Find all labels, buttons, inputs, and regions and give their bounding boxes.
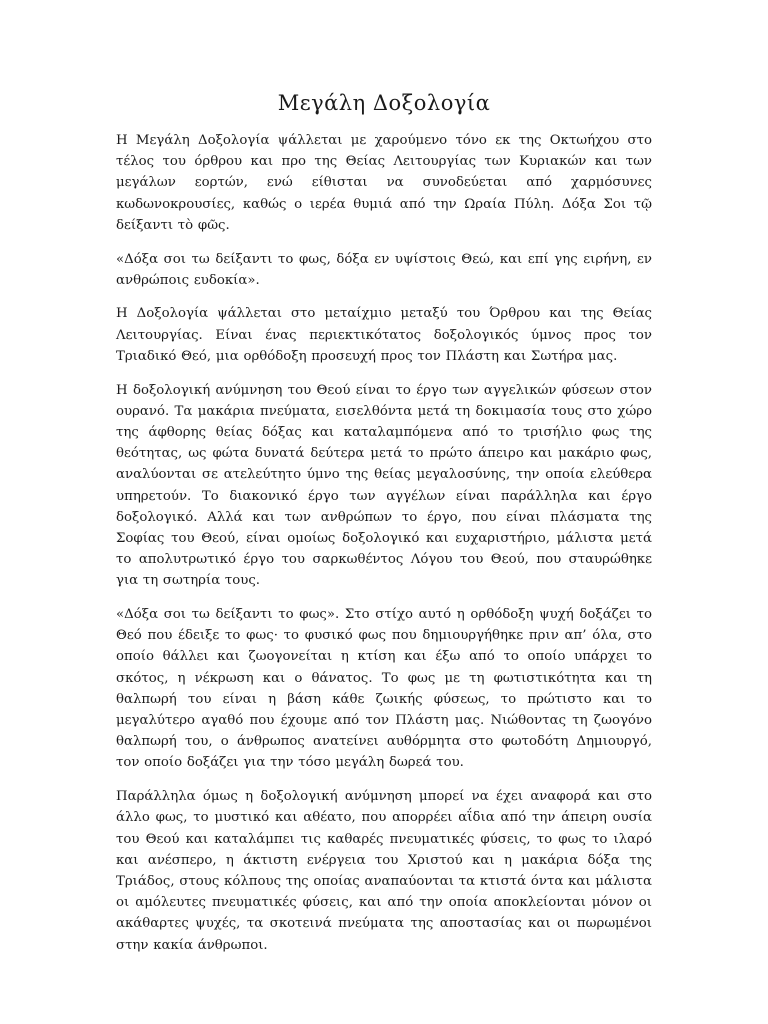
paragraph-intro: Η Μεγάλη Δοξολογία ψάλλεται με χαρούμενο τόνο εκ της Οκτωήχου στο τέλος του όρθρου και προ της Θείας Λειτουργίας των Κυριακών και των μεγάλων εορτών, ενώ είθισται να συνοδεύεται από χαρμόσυνες κωδωνοκρουσίες, καθώς ο ιερέα θυμιά από την Ωραία Πύλη. Δόξα Σοι τῷ δείξαντι τὸ φῶς. bbox=[116, 133, 652, 233]
paragraph-angelic-praise: Η δοξολογική ανύμνηση του Θεού είναι το έργο των αγγελικών φύσεων στον ουρανό. Τα μακάρια πνεύματα, εισελθόντα μετά τη δοκιμασία τους στο χώρο της άφθορης θείας δόξας και καταλαμπόμενα από το τρισήλιο φως της θεότητας, ως φώτα δυνατά δεύτερα μετά το πρώτο άπειρο και μακάριο φως, αναλύονται σε ατελεύτητο ύμνο της θείας μεγαλοσύνης, την οποία ελεύθερα υπηρετούν. Το διακονικό έργο των αγγέλων είναι παράλληλα και έργο δοξολογικό. Αλλά και των ανθρώπων το έργο, που είναι πλάσματα της Σοφίας του Θεού, είναι ομοίως δοξολογικό και ευχαριστήριο, μάλιστα μετά το απολυτρωτικό έργο του σαρκωθέντος Λόγου του Θεού, που σταυρώθηκε για τη σωτηρία τους. bbox=[116, 382, 652, 589]
paragraph-physical-light: «Δόξα σοι τω δείξαντι το φως». Στο στίχο αυτό η ορθόδοξη ψυχή δοξάζει το Θεό που έδειξε το φως· το φυσικό φως που δημιουργήθηκε πριν απ’ όλα, στο οποίο θάλλει και ζωογονείται η κτίση και έξω από το οποίο υπάρχει το σκότος, η νέκρωση και ο θάνατος. Το φως με τη φωτιστικότητα και τη θαλπωρή του είναι η βάση κάθε ζωικής φύσεως, το πρώτιστο και το μεγαλύτερο αγαθό που έχουμε από τον Πλάστη μας. Νιώθοντας τη ζωογόνο θαλπωρή του, ο άνθρωπος ανατείνει αυθόρμητα στο φωτοδότη Δημιουργό, τον οποίο δοξάζει για την τόσο μεγάλη δωρεά του. bbox=[116, 607, 652, 771]
document-title: Μεγάλη Δοξολογία bbox=[277, 91, 491, 115]
document-page bbox=[116, 82, 652, 968]
paragraph-hymn-quote: «Δόξα σοι τω δείξαντι το φως, δόξα εν υψίστοις Θεώ, και επί γης ειρήνη, εν ανθρώποις ευδοκία». bbox=[116, 251, 652, 288]
paragraph-liturgy: Η Δοξολογία ψάλλεται στο μεταίχμιο μεταξύ του Όρθρου και της Θείας Λειτουργίας. Είναι ένας περιεκτικότατος δοξολογικός ύμνος προς τον Τριαδικό Θεό, μια ορθόδοξη προσευχή προς τον Πλάστη και Σωτήρα μας. bbox=[116, 306, 652, 364]
paragraph-mystical-light: Παράλληλα όμως η δοξολογική ανύμνηση μπορεί να έχει αναφορά και στο άλλο φως, το μυστικό και αθέατο, που απορρέει αΐδια από την άπειρη ουσία του Θεού και καταλάμπει τις καθαρές πνευματικές φύσεις, το φως το ιλαρό και ανέσπερο, η άκτιστη ενέργεια του Χριστού και η μακάρια δόξα της Τριάδος, στους κόλπους της οποίας αναπαύονται τα κτιστά όντα και μάλιστα οι αμόλευτες πνευματικές φύσεις, και από την οποία αποκλείονται μόνον οι ακάθαρτες ψυχές, τα σκοτεινά πνεύματα της αποστασίας και οι πωρωμένοι στην κακία άνθρωποι. bbox=[116, 789, 652, 953]
